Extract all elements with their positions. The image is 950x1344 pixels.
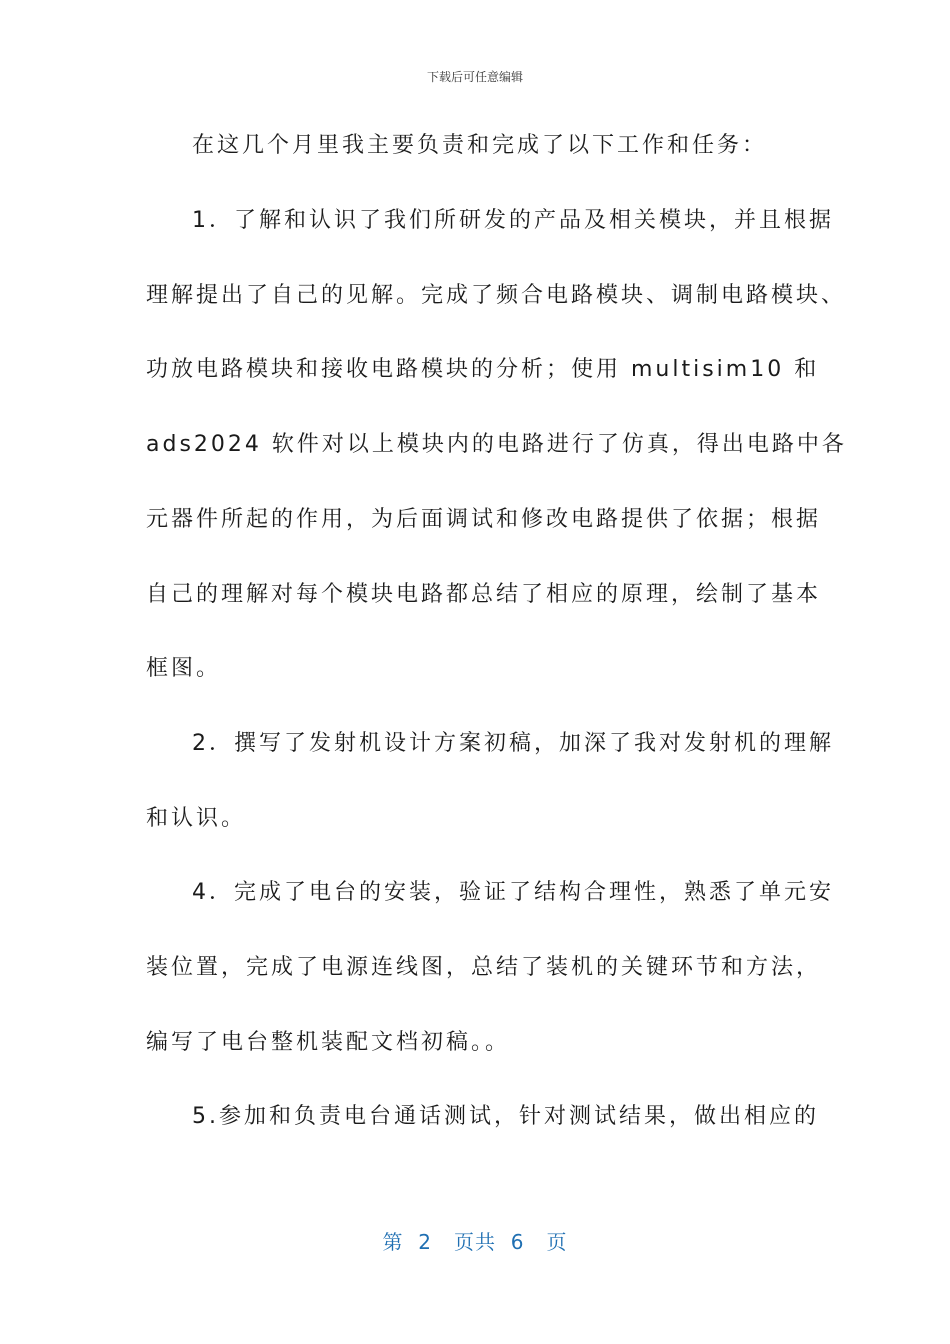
item-1-line-1: 1．了解和认识了我们所研发的产品及相关模块，并且根据 <box>192 208 834 233</box>
item-1-line-2: 理解提出了自己的见解。完成了频合电路模块、调制电路模块、 <box>146 283 847 308</box>
item-4-line-3: 编写了电台整机装配文档初稿。。 <box>146 1030 511 1055</box>
item-2-line-1: 2．撰写了发射机设计方案初稿，加深了我对发射机的理解 <box>192 731 834 756</box>
item-4-line-1: 4．完成了电台的安装，验证了结构合理性，熟悉了单元安 <box>192 880 834 905</box>
item-5-line-1: 5.参加和负责电台通话测试，针对测试结果，做出相应的 <box>192 1104 819 1129</box>
paragraph-intro-line: 在这几个月里我主要负责和完成了以下工作和任务： <box>192 133 768 158</box>
item-1-line-5: 元器件所起的作用，为后面调试和修改电路提供了依据；根据 <box>146 507 822 532</box>
item-4-line-2: 装位置，完成了电源连线图，总结了装机的关键环节和方法， <box>146 955 822 980</box>
header-note: 下载后可任意编辑 <box>426 70 523 84</box>
item-1-line-7: 框图。 <box>146 656 222 681</box>
item-2-line-2: 和认识。 <box>146 806 247 831</box>
item-1-line-4: ads2024 软件对以上模块内的电路进行了仿真，得出电路中各 <box>146 432 847 457</box>
item-1-line-3: 功放电路模块和接收电路模块的分析；使用 multisim10 和 <box>146 357 820 382</box>
page-number-footer: 第 2 页共 6 页 <box>382 1230 568 1254</box>
item-1-line-6: 自己的理解对每个模块电路都总结了相应的原理，绘制了基本 <box>146 582 822 607</box>
